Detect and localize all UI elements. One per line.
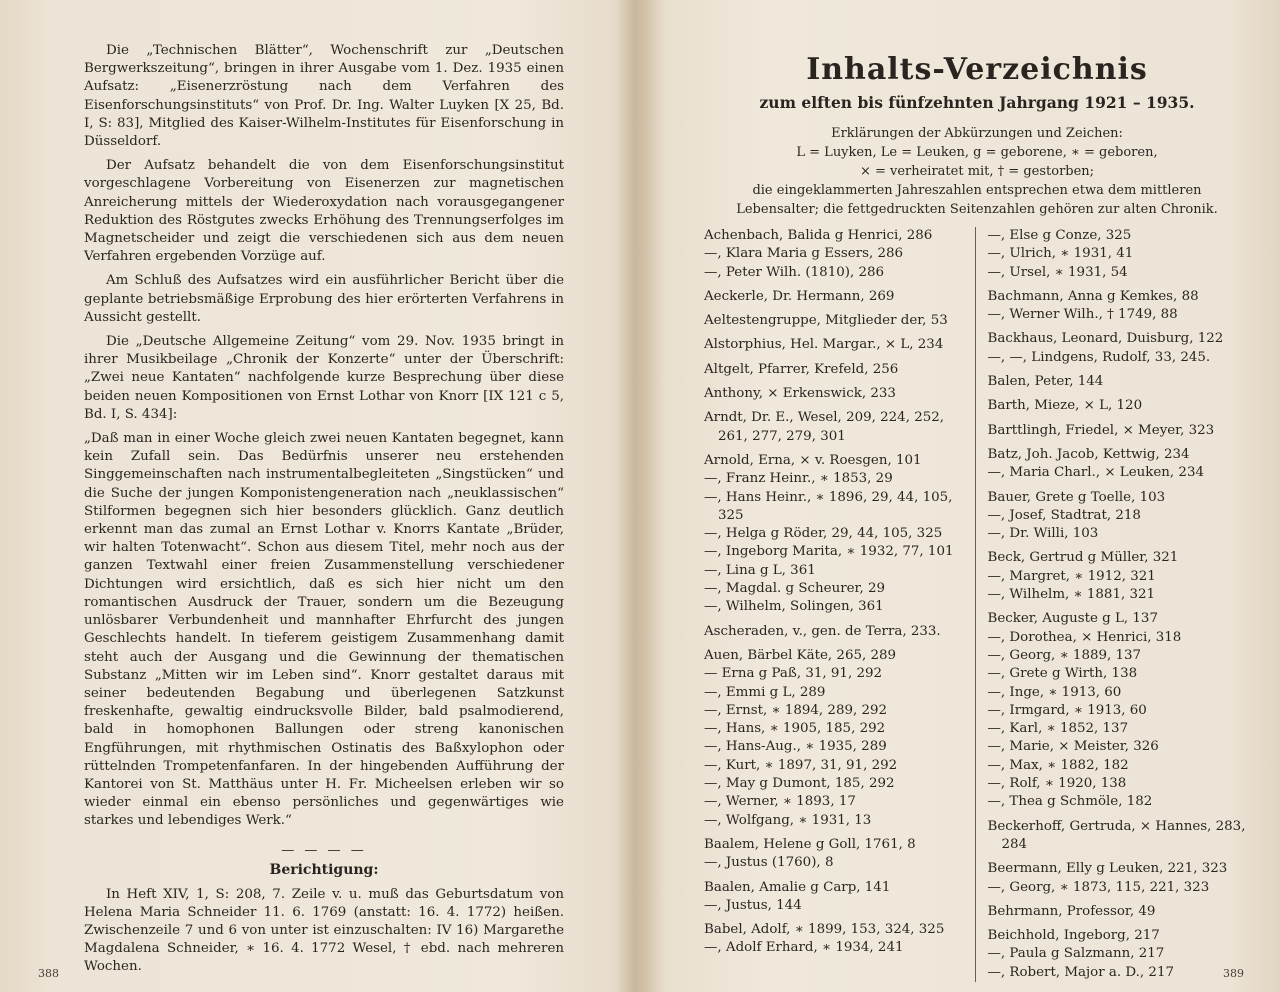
index-entry: —, —, Lindgens, Rudolf, 33, 245. [987,349,1211,365]
index-entry: —, Justus (1760), 8 [704,855,834,871]
index-entry: Ascheraden, v., gen. de Terra, 233. [704,623,941,639]
index-entry: —, Ernst, ∗ 1894, 289, 292 [704,702,888,718]
legend-line: Erklärungen der Abkürzungen und Zeichen: [831,126,1123,141]
index-entry: Barttlingh, Friedel, × Meyer, 323 [987,422,1215,438]
index-entry: Backhaus, Leonard, Duisburg, 122 [987,331,1224,347]
index-entry: Babel, Adolf, ∗ 1899, 153, 324, 325 [704,922,945,938]
legend-line: × = verheiratet mit, † = gestorben; [859,164,1095,179]
index-subtitle: zum elften bis fünfzehnten Jahrgang 1921 – 1935. [759,93,1195,112]
correction-heading: Berichtigung: [269,861,379,878]
section-divider: — — — — [281,842,367,858]
index-entry: Beckerhoff, Gertruda, × Hannes, 283, 284 [987,818,1246,852]
index-entry: Beermann, Elly g Leuken, 221, 323 [987,861,1228,877]
index-entry: Altgelt, Pfarrer, Krefeld, 256 [704,361,899,377]
index-entry: Baalem, Helene g Goll, 1761, 8 [704,836,916,852]
index-entry: Aeltestengruppe, Mitglieder der, 53 [704,313,948,329]
index-entry: —, Georg, ∗ 1873, 115, 221, 323 [987,879,1210,895]
index-columns [704,227,1250,982]
page-number: 389 [1223,967,1244,980]
index-entry: —, Margret, ∗ 1912, 321 [987,568,1156,584]
index-entry: Baalen, Amalie g Carp, 141 [704,879,891,895]
index-entry: —, Ingeborg Marita, ∗ 1932, 77, 101 [704,544,954,560]
index-entry: —, Justus, 144 [704,897,802,913]
index-entry: —, Paula g Salzmann, 217 [987,946,1165,962]
index-entry: Barth, Mieze, × L, 120 [987,398,1143,414]
index-entry: —, Wolfgang, ∗ 1931, 13 [704,812,872,828]
index-entry: Beck, Gertrud g Müller, 321 [987,550,1179,566]
index-entry: Bachmann, Anna g Kemkes, 88 [987,288,1199,304]
index-entry: Beichhold, Ingeborg, 217 [987,928,1160,944]
index-entry: —, Peter Wilh. (1810), 286 [704,264,885,280]
paragraph: Die „Deutsche Allgemeine Zeitung“ vom 29. Nov. 1935 bringt in ihrer Musikbeilage „Chronik der Konzerte“ unter der Überschrift: „Zwei neue Kantaten“ nachfolgende kurze Besprechung über diese beiden neuen Kompositionen von Ernst Lothar von Knorr [IX 121 c 5, Bd. I, S. 434]: [84,334,564,422]
index-entry: Alstorphius, Hel. Margar., × L, 234 [704,337,944,353]
index-entry: —, Georg, ∗ 1889, 137 [987,647,1142,663]
index-entry: Anthony, × Erkenswick, 233 [704,386,896,402]
index-entry: — Erna g Paß, 31, 91, 292 [704,666,883,682]
index-entry: —, Wilhelm, ∗ 1881, 321 [987,587,1156,603]
legend-line: L = Luyken, Le = Leuken, g = geborene, ∗ = geboren, [796,145,1158,160]
index-entry: Behrmann, Professor, 49 [987,903,1156,919]
index-entry: —, Ursel, ∗ 1931, 54 [987,264,1128,280]
index-entry: —, Else g Conze, 325 [987,228,1132,243]
index-entry: —, May g Dumont, 185, 292 [704,776,895,792]
index-entry: —, Josef, Stadtrat, 218 [987,507,1141,523]
index-entry: —, Hans, ∗ 1905, 185, 292 [704,721,886,737]
index-entry: —, Maria Charl., × Leuken, 234 [987,465,1204,481]
left-page [0,0,634,992]
index-entry: —, Robert, Major a. D., 217 [987,964,1174,980]
index-entry: —, Klara Maria g Essers, 286 [704,246,904,262]
index-entry: Bauer, Grete g Toelle, 103 [987,489,1166,505]
index-entry: —, Werner, ∗ 1893, 17 [704,794,856,810]
index-entry: —, Hans Heinr., ∗ 1896, 29, 44, 105, 325 [704,489,953,523]
index-entry: —, Dorothea, × Henrici, 318 [987,629,1182,645]
index-entry: —, Hans-Aug., ∗ 1935, 289 [704,739,887,755]
paragraph: Am Schluß des Aufsatzes wird ein ausführlicher Bericht über die geplante betriebsmäßige Erprobung des hier erörterten Verfahrens in Aussicht gestellt. [84,273,564,325]
index-entry: Arndt, Dr. E., Wesel, 209, 224, 252, 261, 277, 279, 301 [704,410,945,444]
index-entry: —, Inge, ∗ 1913, 60 [987,684,1122,700]
index-entry: —, Max, ∗ 1882, 182 [987,757,1129,773]
quotation-paragraph: „Daß man in einer Woche gleich zwei neuen Kantaten begegnet, kann kein Zufall sein. Das Bedürfnis unserer neu erstehenden Singgemeinschaften nach instrumentalbegleiteten „Singstücken“ und die Suche der jungen Komponistengeneration nach „neuklassischen“ Stilformen begegnen sich hier besonders glücklich. Ganz deutlich erkennt man das zumal an Ernst Lothar v. Knorrs Kantate „Brüder, wir halten Totenwacht“. Schon aus diesem Titel, mehr noch aus der ganzen Textwahl einer freien Zusammenstellung verschiedener Dichtungen wird ersichtlich, daß es sich hier nicht um den romantischen Ausdruck der Trauer, sondern um die Bezeugung unlösbarer Verbundenheit und mannhafter Ehrfurcht des jungen Geschlechts handelt. In tieferem geistigem Zusammenhang damit steht auch der Ausgang und die Gewinnung der thematischen Substanz „Mitten wir im Leben sind“. Knorr gestaltet daraus mit seiner bedeutenden Begabung und überlegenen Satzkunst freskenhafte, gewaltig eindrucksvolle Bilder, bald psalmodierend, bald in homophonen Ballungen oder streng kanonischen Engführungen, mit rhythmischen Ostinatis des Baßxylophon oder rüttelnden Trompetenfanfaren. In der hingebenden Aufführung der Kantorei von St. Matthäus unter H. Fr. Micheelsen erleben wir so wieder einmal ein ebenso persönliches und gegenwärtiges wie starkes und lebendiges Werk.“ [84,431,564,829]
index-entry: —, Wilhelm, Solingen, 361 [704,599,884,615]
index-entry: —, Lina g L, 361 [704,562,816,578]
index-entry: —, Ulrich, ∗ 1931, 41 [987,246,1134,262]
index-entry: —, Irmgard, ∗ 1913, 60 [987,702,1147,718]
index-entry: —, Adolf Erhard, ∗ 1934, 241 [704,940,904,956]
page-number: 388 [38,967,59,980]
index-entry: Batz, Joh. Jacob, Kettwig, 234 [987,446,1190,462]
index-column-left [704,227,976,982]
correction-text: In Heft XIV, 1, S: 208, 7. Zeile v. u. muß das Geburtsdatum von Helena Maria Schneider 11. 6. 1769 (anstatt: 16. 4. 1772) heißen. Zwischenzeile 7 und 6 von unter ist einzuschalten: IV 16) Margarethe Magdalena Schneider, ∗ 16. 4. 1772 Wesel, † ebd. nach mehreren Wochen. [84,886,564,975]
paragraph: Der Aufsatz behandelt die von dem Eisenforschungsinstitut vorgeschlagene Vorbereitung von Eisenerzen zur magnetischen Anreicherung mittels der Wiederoxydation nach vorausgegangener Reduktion des Röstgutes zwecks Erhöhung des Trennungserfolges im Magnetscheider und zeigt die verschiedenen sich aus dem neuen Verfahren ergebenden Vorzüge auf. [84,158,564,265]
legend-line: die eingeklammerten Jahreszahlen entsprechen etwa dem mittleren [752,183,1202,198]
index-entry: —, Werner Wilh., † 1749, 88 [987,307,1178,323]
paragraph: Die „Technischen Blätter“, Wochenschrift zur „Deutschen Bergwerkszeitung“, bringen in ihrer Ausgabe vom 1. Dez. 1935 einen Aufsatz: „Eisenerzröstung nach dem Verfahren des Eisenforschungsinstituts“ von Prof. Dr. Ing. Walter Luyken [X 25, Bd. I, S: 83], Mitglied des Kaiser-Wilhelm-Institutes für Eisenforschung in Düsseldorf. [84,43,564,150]
index-entry: —, Helga g Röder, 29, 44, 105, 325 [704,526,943,542]
index-entry: Balen, Peter, 144 [987,374,1104,390]
legend-line: Lebensalter; die fettgedruckten Seitenzahlen gehören zur alten Chronik. [736,202,1218,217]
right-page [646,0,1280,992]
index-entry: —, Rolf, ∗ 1920, 138 [987,776,1127,792]
index-entry: —, Karl, ∗ 1852, 137 [987,721,1129,737]
index-entry: —, Grete g Wirth, 138 [987,666,1138,682]
index-entry: Becker, Auguste g L, 137 [987,611,1158,627]
index-entry: Auen, Bärbel Käte, 265, 289 [704,647,897,663]
index-entry: Achenbach, Balida g Henrici, 286 [704,228,933,243]
abbreviation-legend [704,124,1250,219]
index-entry: —, Thea g Schmöle, 182 [987,794,1153,810]
index-entry: Arnold, Erna, × v. Roesgen, 101 [704,452,922,468]
index-column-right [976,227,1251,982]
index-entry: —, Magdal. g Scheurer, 29 [704,581,886,597]
index-entry: —, Franz Heinr., ∗ 1853, 29 [704,471,893,487]
index-entry: —, Kurt, ∗ 1897, 31, 91, 292 [704,757,898,773]
index-entry: Aeckerle, Dr. Hermann, 269 [704,288,895,304]
index-entry: —, Emmi g L, 289 [704,684,826,700]
index-entry: —, Dr. Willi, 103 [987,526,1099,542]
index-entry: —, Marie, × Meister, 326 [987,739,1159,755]
index-title: Inhalts-Verzeichnis [806,52,1148,87]
